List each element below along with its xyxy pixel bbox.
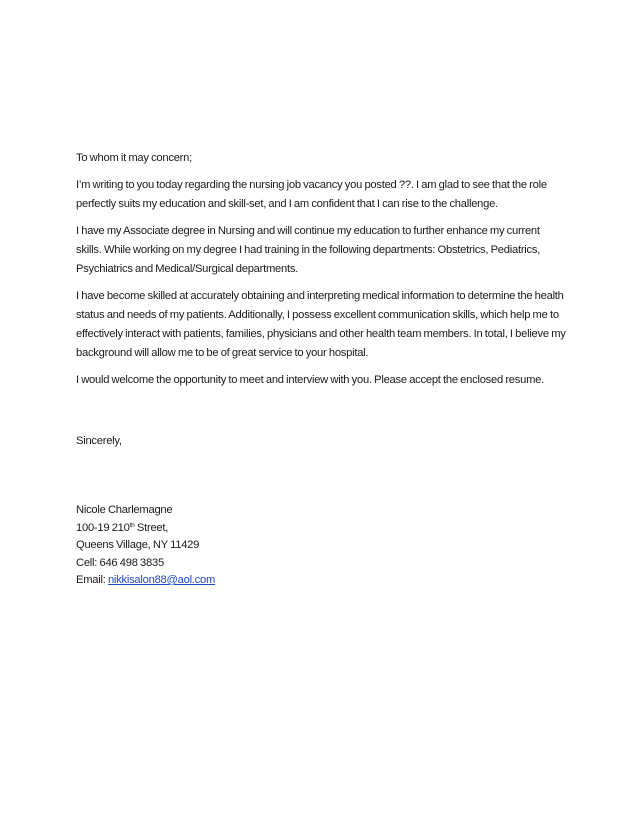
signature-block [76, 502, 566, 590]
cell-phone: Cell: 646 498 3835 [76, 556, 164, 569]
paragraph-education: I have my Associate degree in Nursing and will continue my education to further enhance my current skills. While working on my degree I had training in the following departments: Obstetrics, Pediatrics, Psychiatrics and Medical/Surgical departments. [76, 225, 541, 275]
salutation: To whom it may concern; [76, 152, 192, 164]
closing: Sincerely, [76, 435, 122, 447]
cover-letter [76, 149, 566, 590]
paragraph-job-vacancy: I’m writing to you today regarding the nursing job vacancy you posted ??. I am glad to see that the role perfectly suits my education and skill-set, and I am confident that I can rise to the challenge. [76, 179, 547, 210]
email-link[interactable]: nikkisalon88@aol.com [107, 574, 216, 586]
paragraph-skills: I have become skilled at accurately obtaining and interpreting medical information to determine the health status and needs of my patients. Additionally, I possess excellent communication skills, which help me to effectively interact with patients, families, physicians and other health team members. In total, I believe my background will allow me to be of great service to your hospital. [76, 290, 566, 359]
email-label: Email: [76, 574, 108, 586]
street-name: Street, [134, 521, 169, 534]
ordinal-suffix: th [129, 521, 135, 529]
paragraph-interview: I would welcome the opportunity to meet and interview with you. Please accept the enclosed resume. [76, 374, 544, 386]
signature-name: Nicole Charlemagne [76, 504, 173, 516]
street-number: 100-19 210 [76, 521, 130, 534]
email-line [76, 572, 566, 590]
address-city: Queens Village, NY 11429 [76, 539, 200, 551]
address-street [76, 520, 566, 538]
